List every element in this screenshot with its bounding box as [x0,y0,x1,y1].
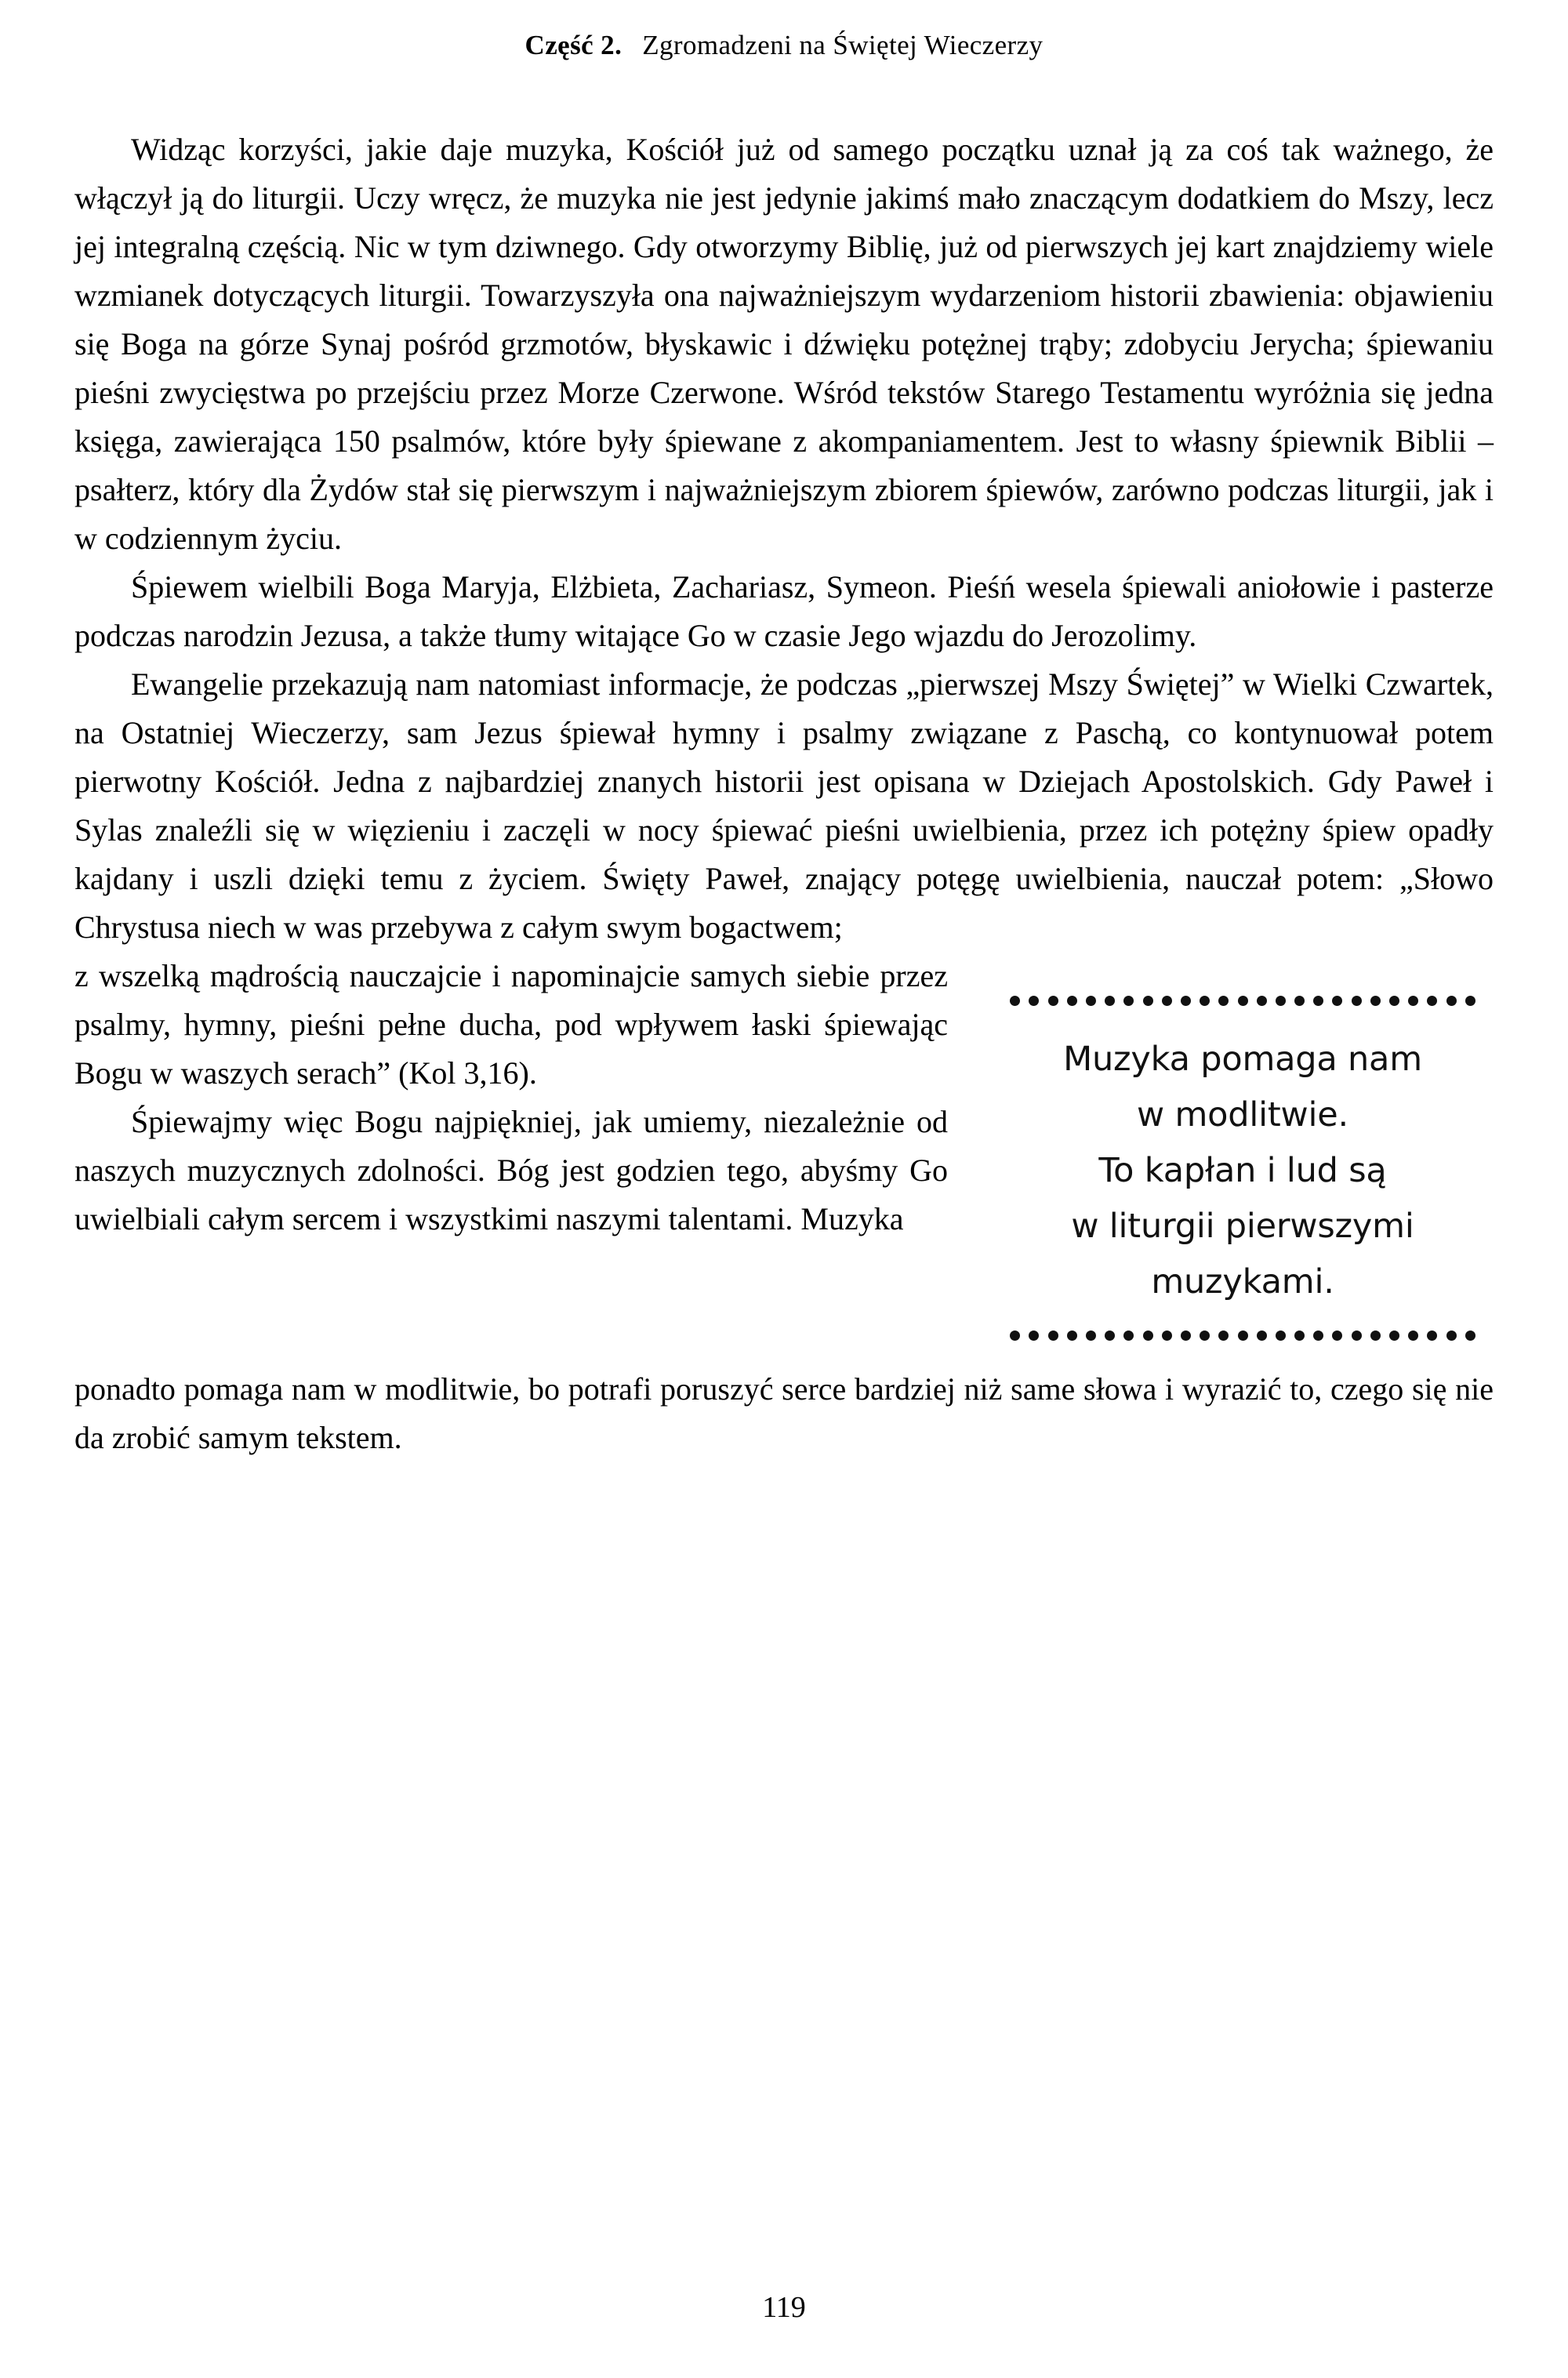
page-number: 119 [762,2291,806,2324]
pullquote-line-3: To kapłan i lud są [1098,1151,1387,1190]
pullquote-text [1000,1008,1486,1327]
pullquote-wrap-region [74,952,1494,1462]
main-text-column [74,125,1494,1462]
paragraph-4b: ponadto pomaga nam w modlitwie, bo potrafi poruszyć serce bardziej niż same słowa i wyrazić to, czego się nie da zrobić samym tekstem. [74,1371,1494,1455]
pullquote-line-2: w modlitwie. [1137,1095,1348,1135]
paragraph-1: Widząc korzyści, jakie daje muzyka, Kościół już od samego początku uznał ją za coś tak ważnego, że włączył ją do liturgii. Uczy wręcz, że muzyka nie jest jedynie jakimś mało znaczącym dodatkiem do Mszy, lecz jej integralną częścią. Nic w tym dziwnego. Gdy otworzymy Biblię, już od pierwszych jej kart znajdziemy wiele wzmianek dotyczących liturgii. Towarzyszyła ona najważniejszym wydarzeniom historii zbawienia: objawieniu się Boga na górze Synaj pośród grzmotów, błyskawic i dźwięku potężnej trąby; zdobyciu Jerycha; śpiewaniu pieśni zwycięstwa po przejściu przez Morze Czerwone. Wśród tekstów Starego Testamentu wyróżnia się jedna księga, zawierająca 150 psalmów, które były śpiewane z akompaniamentem. Jest to własny śpiewnik Biblii – psałterz, który dla Żydów stał się pierwszym i najważniejszym zbiorem śpiewów, zarówno podczas liturgii, jak i w codziennym życiu. [74,132,1494,556]
pullquote-line-1: Muzyka pomaga nam [1063,1040,1422,1079]
paragraph-4a: Śpiewajmy więc Bogu najpiękniej, jak umiemy, niezależnie od naszych muzycznych zdolności. Bóg jest godzien tego, abyśmy Go uwielbiali całym sercem i wszystkimi naszymi talentami. Muzyka [74,1104,948,1236]
pullquote-top-dotted-rule [1004,993,1482,1008]
pullquote-box [992,972,1494,1357]
pullquote-bottom-dotted-rule [1004,1327,1482,1343]
running-head-part: Część 2. [524,30,622,60]
pullquote-line-5: muzykami. [1151,1262,1334,1302]
paragraph-3a: Ewangelie przekazują nam natomiast informacje, że podczas „pierwszej Mszy Świętej” w Wielki Czwartek, na Ostatniej Wieczerzy, sam Jezus śpiewał hymny i psalmy związane z Paschą, co kontynuował potem pierwotny Kościół. Jedna z najbardziej znanych historii jest opisana w Dziejach Apostolskich. Gdy Paweł i Sylas znaleźli się w więzieniu i zaczęli w nocy śpiewać pieśni uwielbienia, przez ich potężny śpiew opadły kajdany i uszli dzięki temu z życiem. Święty Paweł, znający potęgę uwielbienia, nauczał potem: „Słowo Chrystusa niech w was przebywa z całym swym bogactwem; [74,666,1494,945]
paragraph-2: Śpiewem wielbili Boga Maryja, Elżbieta, Zachariasz, Symeon. Pieśń wesela śpiewali aniołowie i pasterze podczas narodzin Jezusa, a także tłumy witające Go w czasie Jego wjazdu do Jerozolimy. [74,569,1494,653]
running-head-title: Zgromadzeni na Świętej Wieczerzy [642,30,1044,60]
running-head [0,30,1568,61]
pullquote-line-4: w liturgii pierwszymi [1071,1207,1414,1246]
paragraph-3b: z wszelką mądrością nauczajcie i napominajcie samych siebie przez psalmy, hymny, pieśni pełne ducha, pod wpływem łaski śpiewając Bogu w waszych serach” (Kol 3,16). [74,958,948,1091]
